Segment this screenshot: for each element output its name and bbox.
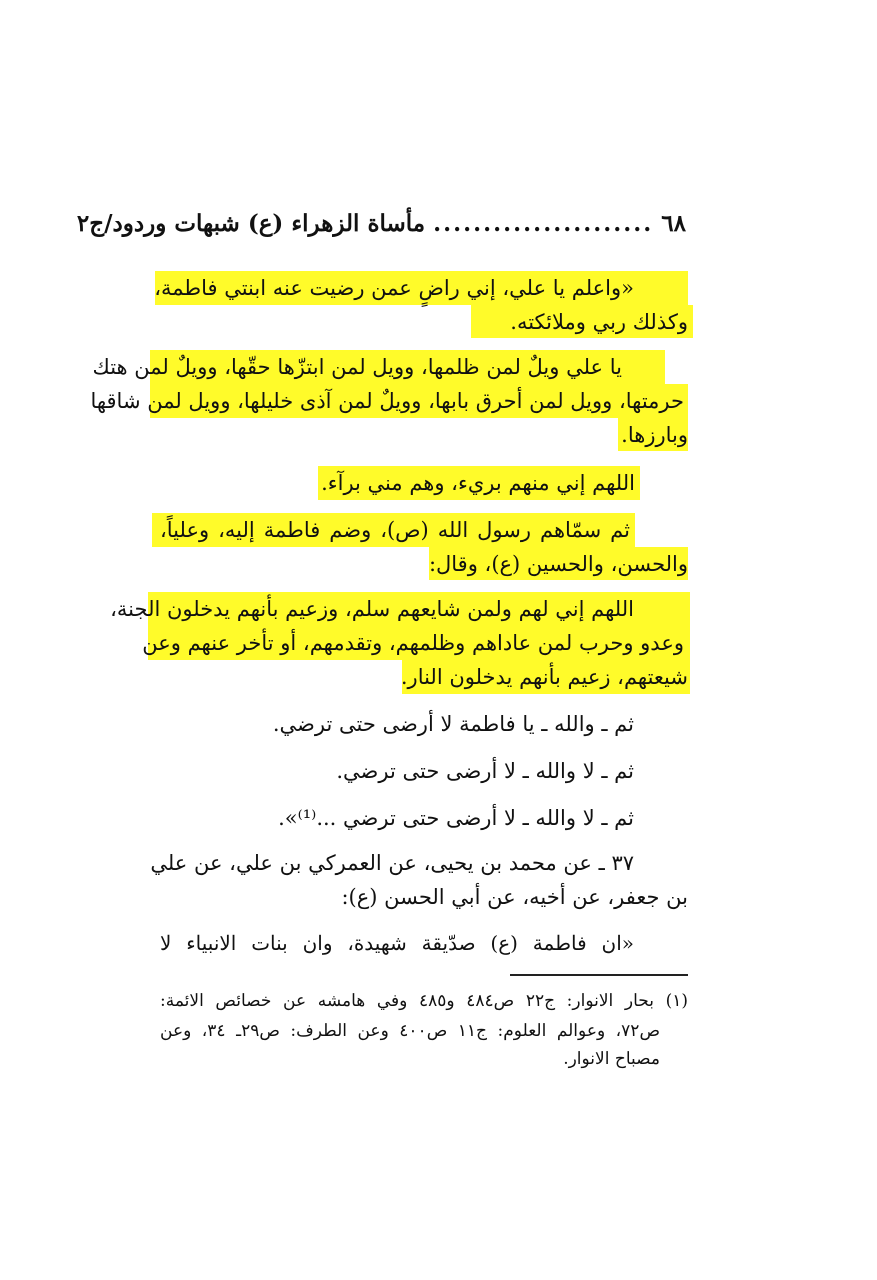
text-line: بن جعفر، عن أخيه، عن أبي الحسن (ع): (341, 885, 688, 909)
text-line: ثم ـ لا والله ـ لا أرضى حتى ترضي. (336, 759, 634, 783)
text-line: ثم ـ لا والله ـ لا أرضى حتى ترضي ...⁽¹⁾». (278, 806, 634, 830)
footnote-line: ص٧٢، وعوالم العلوم: ج١١ ص٤٠٠ وعن الطرف: ص٢٩ـ ٣٤، وعن (160, 1021, 660, 1041)
text-line: ثم سمّاهم رسول الله (ص)، وضم فاطمة إليه، وعلياً، (160, 518, 630, 542)
text-line: اللهم إني منهم بريء، وهم مني برآء. (321, 471, 635, 495)
text-line: شيعتهم، زعيم بأنهم يدخلون النار. (400, 665, 688, 689)
text-line: ٣٧ ـ عن محمد بن يحيى، عن العمركي بن علي، عن علي (150, 851, 634, 875)
text-line: «واعلم يا علي، إني راضٍ عمن رضيت عنه ابنتي فاطمة، (154, 276, 634, 300)
text-line: حرمتها، وويل لمن أحرق بابها، وويلٌ لمن آذى خليلها، وويل لمن شاقها (90, 389, 684, 413)
text-line: وبارزها. (621, 423, 688, 447)
text-line: اللهم إني لهم ولمن شايعهم سلم، وزعيم بأنهم يدخلون الجنة، (110, 597, 634, 621)
header-leader-dots: ...................... (433, 209, 654, 237)
text-line: «ان فاطمة (ع) صدّيقة شهيدة، وان بنات الانبياء لا (160, 931, 634, 955)
book-title: مأساة الزهراء (ع) شبهات وردود/ج٢ (76, 209, 426, 237)
footnote-line: (١) بحار الانوار: ج٢٢ ص٤٨٤ و٤٨٥ وفي هامشه عن خصائص الائمة: (160, 991, 688, 1011)
text-line: يا علي ويلٌ لمن ظلمها، وويل لمن ابتزّها حقّها، وويلٌ لمن هتك (92, 355, 622, 379)
footnote-separator (510, 974, 688, 976)
text-line: وعدو وحرب لمن عاداهم وظلمهم، وتقدمهم، أو تأخر عنهم وعن (142, 631, 684, 655)
running-header (76, 203, 686, 243)
text-line: والحسن، والحسين (ع)، وقال: (428, 552, 688, 576)
text-line: وكذلك ربي وملائكته. (510, 310, 688, 334)
footnote-line: مصباح الانوار. (563, 1049, 660, 1069)
page-number: ٦٨ (661, 209, 686, 237)
text-line: ثم ـ والله ـ يا فاطمة لا أرضى حتى ترضي. (272, 712, 634, 736)
